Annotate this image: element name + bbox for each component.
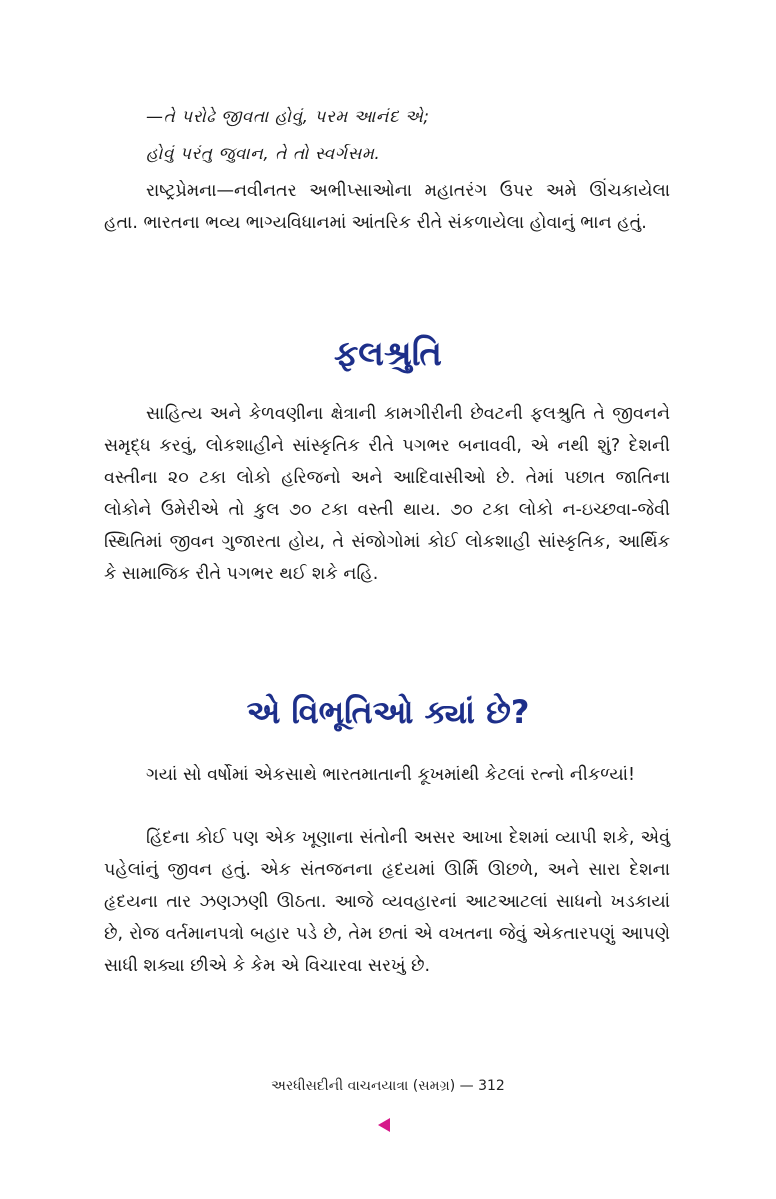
footer-separator: — [459, 1078, 474, 1094]
intro-paragraph: રાષ્ટ્રપ્રેમના—નવીનતર અભીપ્સાઓના મહાતરંગ ઉપર અમે ઊંચકાયેલા હતા. ભારતના ભવ્ય ભાગ્યવિધાનમાં આંતરિક રીતે સંકળાયેલા હોવાનું ભાન હતું. [104, 181, 670, 233]
verse-line-2: હોવું પરંતુ જુવાન, તે તો સ્વર્ગસમ. [146, 144, 381, 164]
section1-paragraph: સાહિત્ય અને કેળવણીના ક્ષેત્રાની કામગીરીની છેવટની ફલશ્રુતિ તે જીવનને સમૃદ્ધ કરવું, લોકશાહીને સાંસ્કૃતિક રીતે પગભર બનાવવી, એ નથી શું? દેશની વસ્તીના ૨૦ ટકા લોકો હરિજનો અને આદિવાસીઓ છે. તેમાં પછાત જાતિના લોકોને ઉમેરીએ તો કુલ ૭૦ ટકા વસ્તી થાય. ૭૦ ટકા લોકો ન-ઇચ્છવા-જેવી સ્થિતિમાં જીવન ગુજારતા હોય, તે સંજોગોમાં કોઈ લોકશાહી સાંસ્કૃતિક, આર્થિક કે સામાજિક રીતે પગભર થઈ શકે નહિ. [104, 404, 670, 584]
footer-book-title: અરધીસદીની વાચનયાત્રા (સમગ્ર) [271, 1078, 456, 1094]
previous-page-arrow-icon[interactable] [378, 1118, 390, 1132]
section-heading-vibhutio: એ વિભૂતિઓ ક્યાં છે? [246, 693, 530, 731]
section2-paragraph-1: ગયાં સો વર્ષોમાં એકસાથે ભારતમાતાની કૂખમાંથી કેટલાં રત્નો નીકળ્યાં! [146, 765, 636, 785]
section-heading-phalashruti: ફલશ્રુતિ [334, 334, 442, 374]
page-footer [0, 1078, 776, 1094]
section2-paragraph-2: હિંદના કોઈ પણ એક ખૂણાના સંતોની અસર આખા દેશમાં વ્યાપી શકે, એવું પહેલાંનું જીવન હતું. એક સંતજનના હૃદયમાં ઊર્મિ ઊછળે, અને સારા દેશના હૃદયના તાર ઝણઝણી ઊઠતા. આજે વ્યવહારનાં આટઆટલાં સાધનો ખડકાયાં છે, રોજ વર્તમાનપત્રો બહાર પડે છે, તેમ છતાં એ વખતના જેવું એકતારપણું આપણે સાધી શક્યા છીએ કે કેમ એ વિચારવા સરખું છે. [104, 828, 670, 976]
verse-line-1: —તે પરોઢે જીવતા હોવું, પરમ આનંદ એ; [146, 107, 430, 127]
footer-page-number: 312 [478, 1078, 505, 1094]
